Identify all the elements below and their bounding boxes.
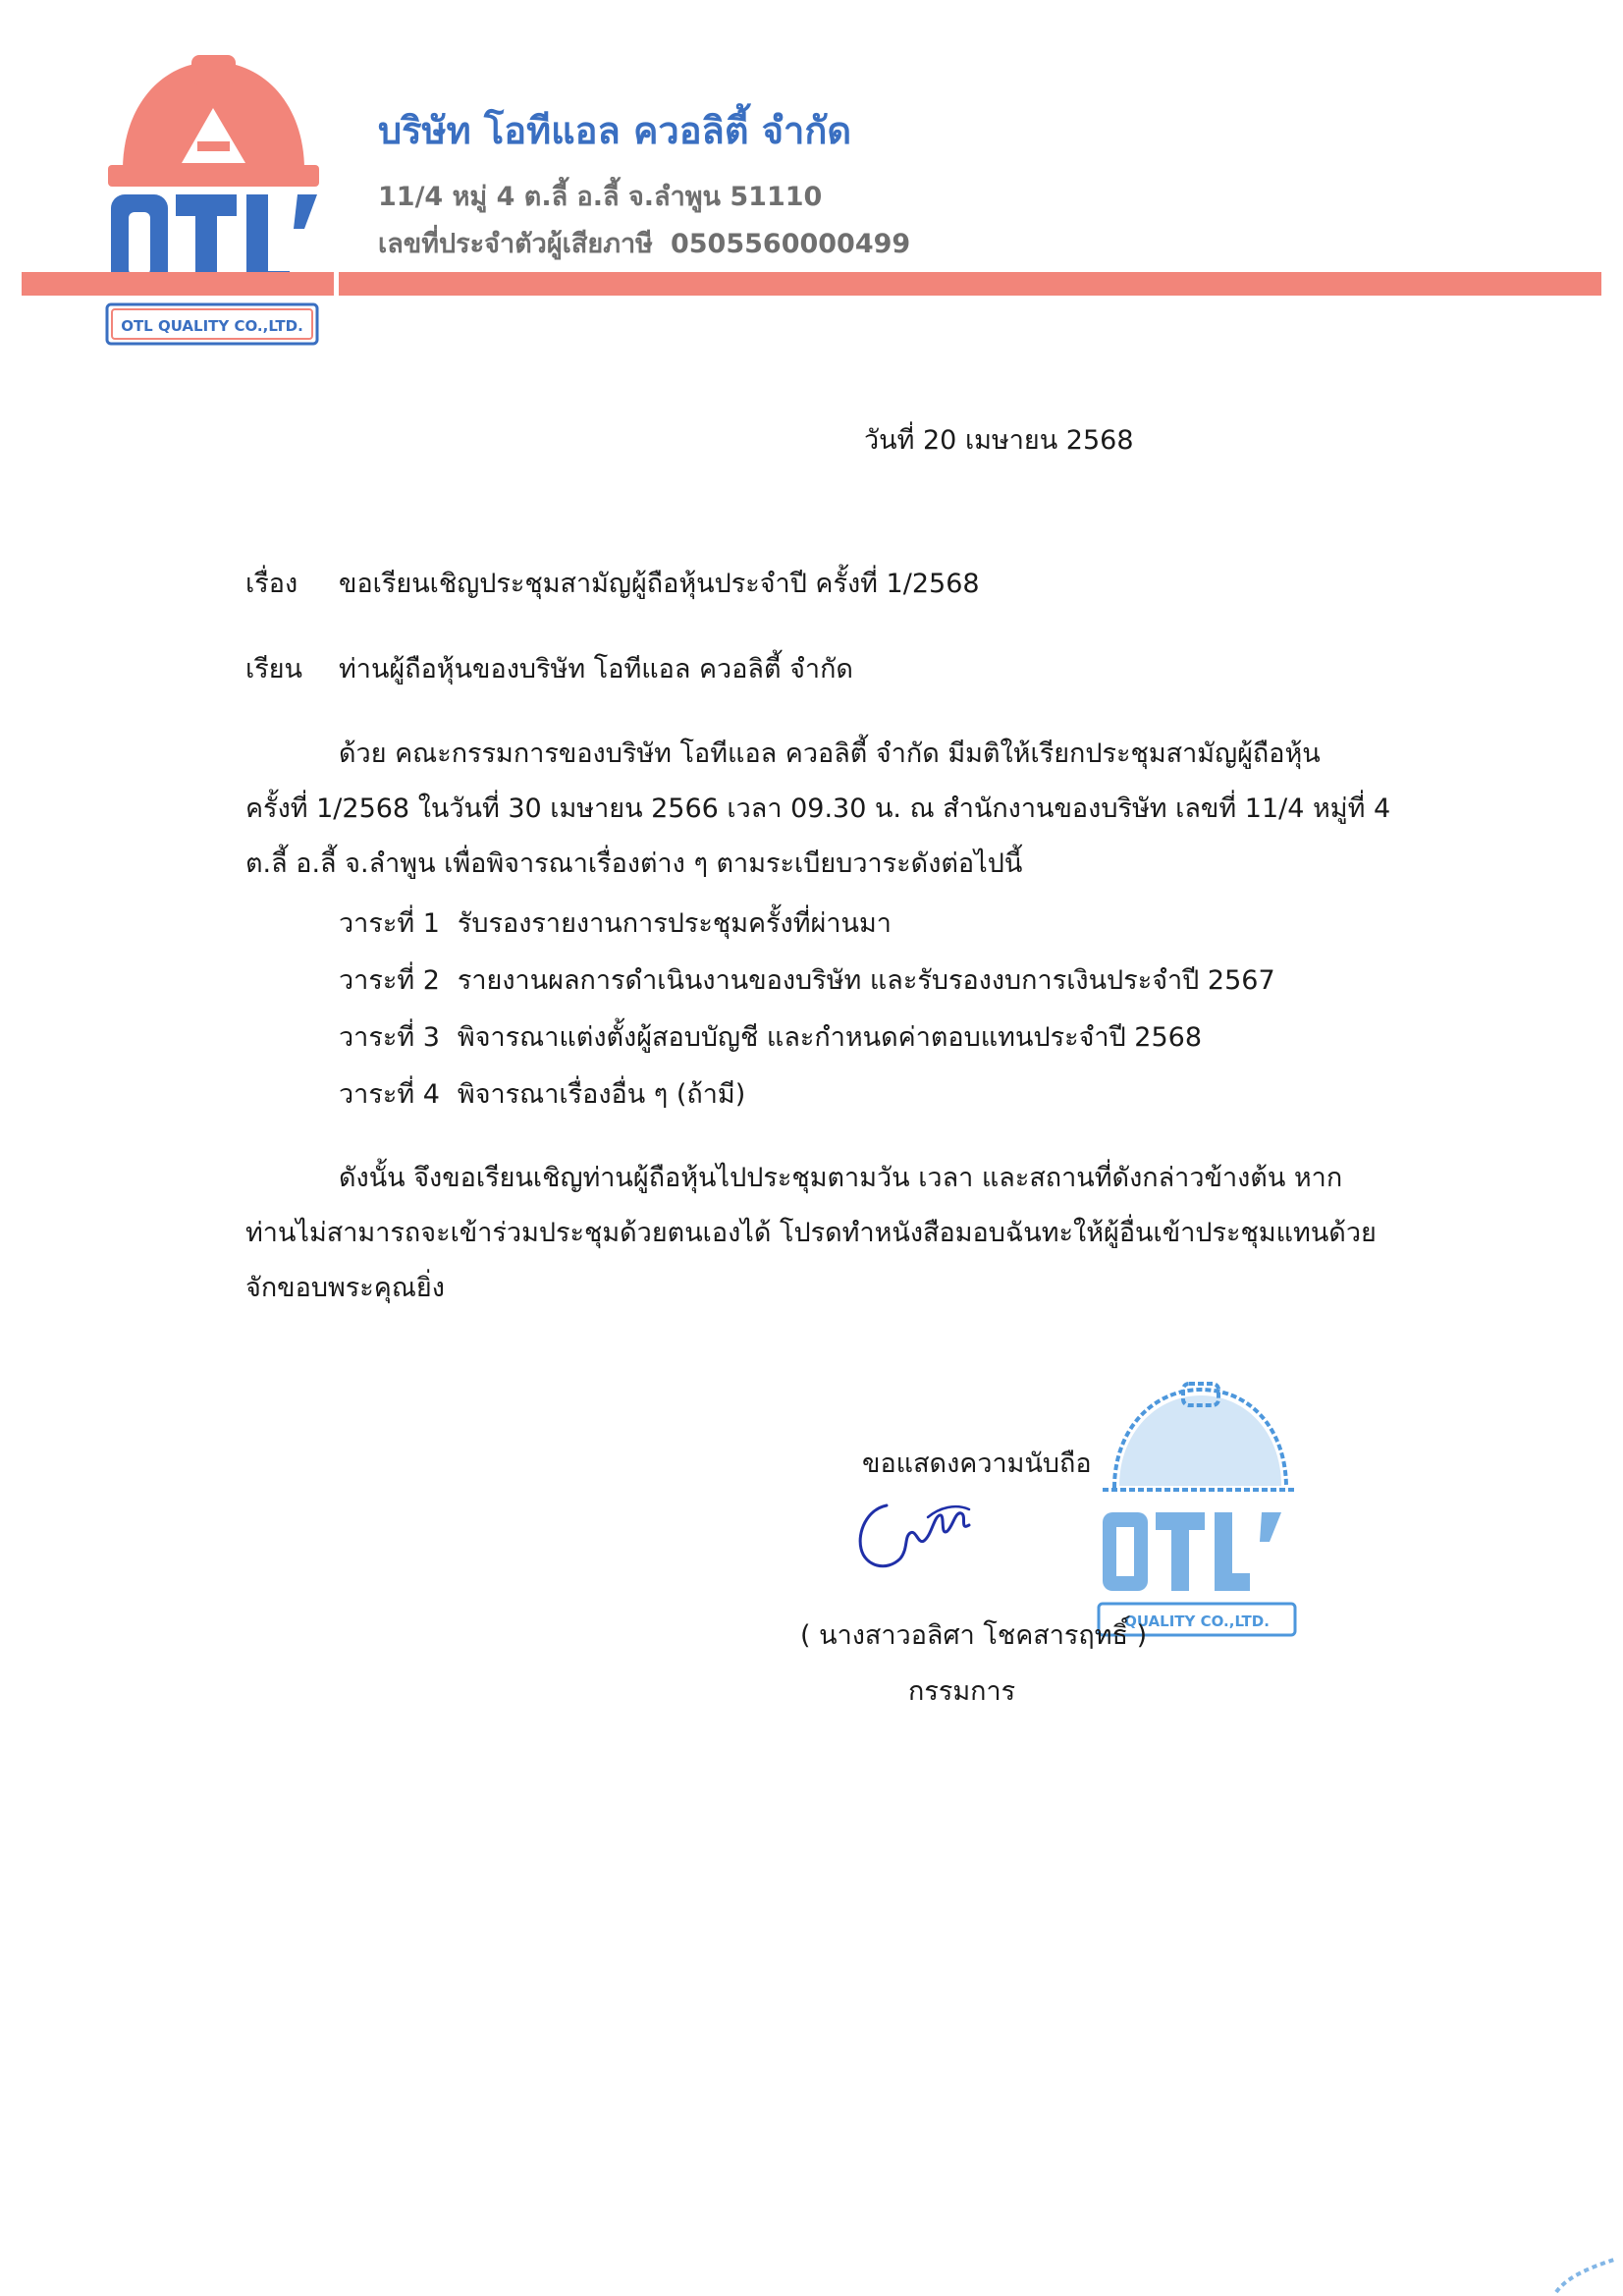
subject-text: ขอเรียนเชิญประชุมสามัญผู้ถือหุ้นประจำปี ครั้งที่ 1/2568 [339, 569, 980, 599]
header-divider-left [22, 272, 334, 296]
document-date: วันที่ 20 เมษายน 2568 [864, 425, 1134, 456]
signer-name: ( นางสาวอลิศา โชคสารฤทธิ์ ) [800, 1620, 1148, 1651]
intro-line-2: ครั้งที่ 1/2568 ในวันที่ 30 เมษายน 2566 เวลา 09.30 น. ณ สำนักงานของบริษัท เลขที่ 11/4 หมู่ที่ 4 [245, 793, 1391, 824]
intro-paragraph [245, 727, 1409, 892]
agenda-number: วาระที่ 3 [339, 1022, 440, 1053]
agenda-item [339, 902, 892, 944]
handwritten-signature [849, 1488, 977, 1586]
closing-paragraph [245, 1151, 1409, 1316]
company-tax-id [378, 222, 910, 264]
closing-line-3: จักขอบพระคุณยิ่ง [245, 1273, 445, 1303]
company-address: 11/4 หมู่ 4 ต.ลี้ อ.ลี้ จ.ลำพูน 51110 [378, 182, 823, 212]
tax-id-label: เลขที่ประจำตัวผู้เสียภาษี [378, 229, 653, 259]
agenda-item [339, 1072, 745, 1115]
subject-label: เรื่อง [245, 569, 298, 599]
signer-title: กรรมการ [908, 1676, 1016, 1707]
agenda-item [339, 958, 1275, 1001]
agenda-text: รับรองรายงานการประชุมครั้งที่ผ่านมา [457, 908, 892, 939]
tax-id-value: 0505560000499 [670, 229, 911, 259]
logo-banner-text: OTL QUALITY CO.,LTD. [121, 317, 303, 335]
corner-stamp-fragment [1546, 2249, 1623, 2296]
agenda-number: วาระที่ 1 [339, 908, 440, 939]
stamp-banner-text: QUALITY CO.,LTD. [1124, 1613, 1270, 1630]
closing-line-1: ดังนั้น จึงขอเรียนเชิญท่านผู้ถือหุ้นไปประชุมตามวัน เวลา และสถานที่ดังกล่าวข้างต้น หาก [339, 1163, 1343, 1193]
intro-line-1: ด้วย คณะกรรมการของบริษัท โอทีแอล ควอลิตี้ จำกัด มีมติให้เรียกประชุมสามัญผู้ถือหุ้น [339, 738, 1321, 769]
recipient-text: ท่านผู้ถือหุ้นของบริษัท โอทีแอล ควอลิตี้ จำกัด [339, 654, 853, 684]
recipient-label: เรียน [245, 654, 303, 684]
agenda-text: พิจารณาแต่งตั้งผู้สอบบัญชี และกำหนดค่าตอบแทนประจำปี 2568 [457, 1022, 1202, 1053]
agenda-number: วาระที่ 2 [339, 965, 440, 996]
company-logo [103, 47, 324, 352]
closing-line-2: ท่านไม่สามารถจะเข้าร่วมประชุมด้วยตนเองได้ โปรดทำหนังสือมอบฉันทะให้ผู้อื่นเข้าประชุมแทนด้วย [245, 1218, 1377, 1248]
header-divider-right [339, 272, 1601, 296]
intro-line-3: ต.ลี้ อ.ลี้ จ.ลำพูน เพื่อพิจารณาเรื่องต่าง ๆ ตามระเบียบวาระดังต่อไปนี้ [245, 848, 1023, 879]
agenda-number: วาระที่ 4 [339, 1079, 440, 1110]
company-name: บริษัท โอทีแอล ควอลิตี้ จำกัด [378, 109, 852, 152]
agenda-text: รายงานผลการดำเนินงานของบริษัท และรับรองงบการเงินประจำปี 2567 [457, 965, 1275, 996]
complimentary-closing: ขอแสดงความนับถือ [862, 1449, 1092, 1479]
agenda-item [339, 1015, 1202, 1058]
agenda-text: พิจารณาเรื่องอื่น ๆ (ถ้ามี) [457, 1079, 746, 1110]
company-seal-stamp [1095, 1380, 1306, 1640]
